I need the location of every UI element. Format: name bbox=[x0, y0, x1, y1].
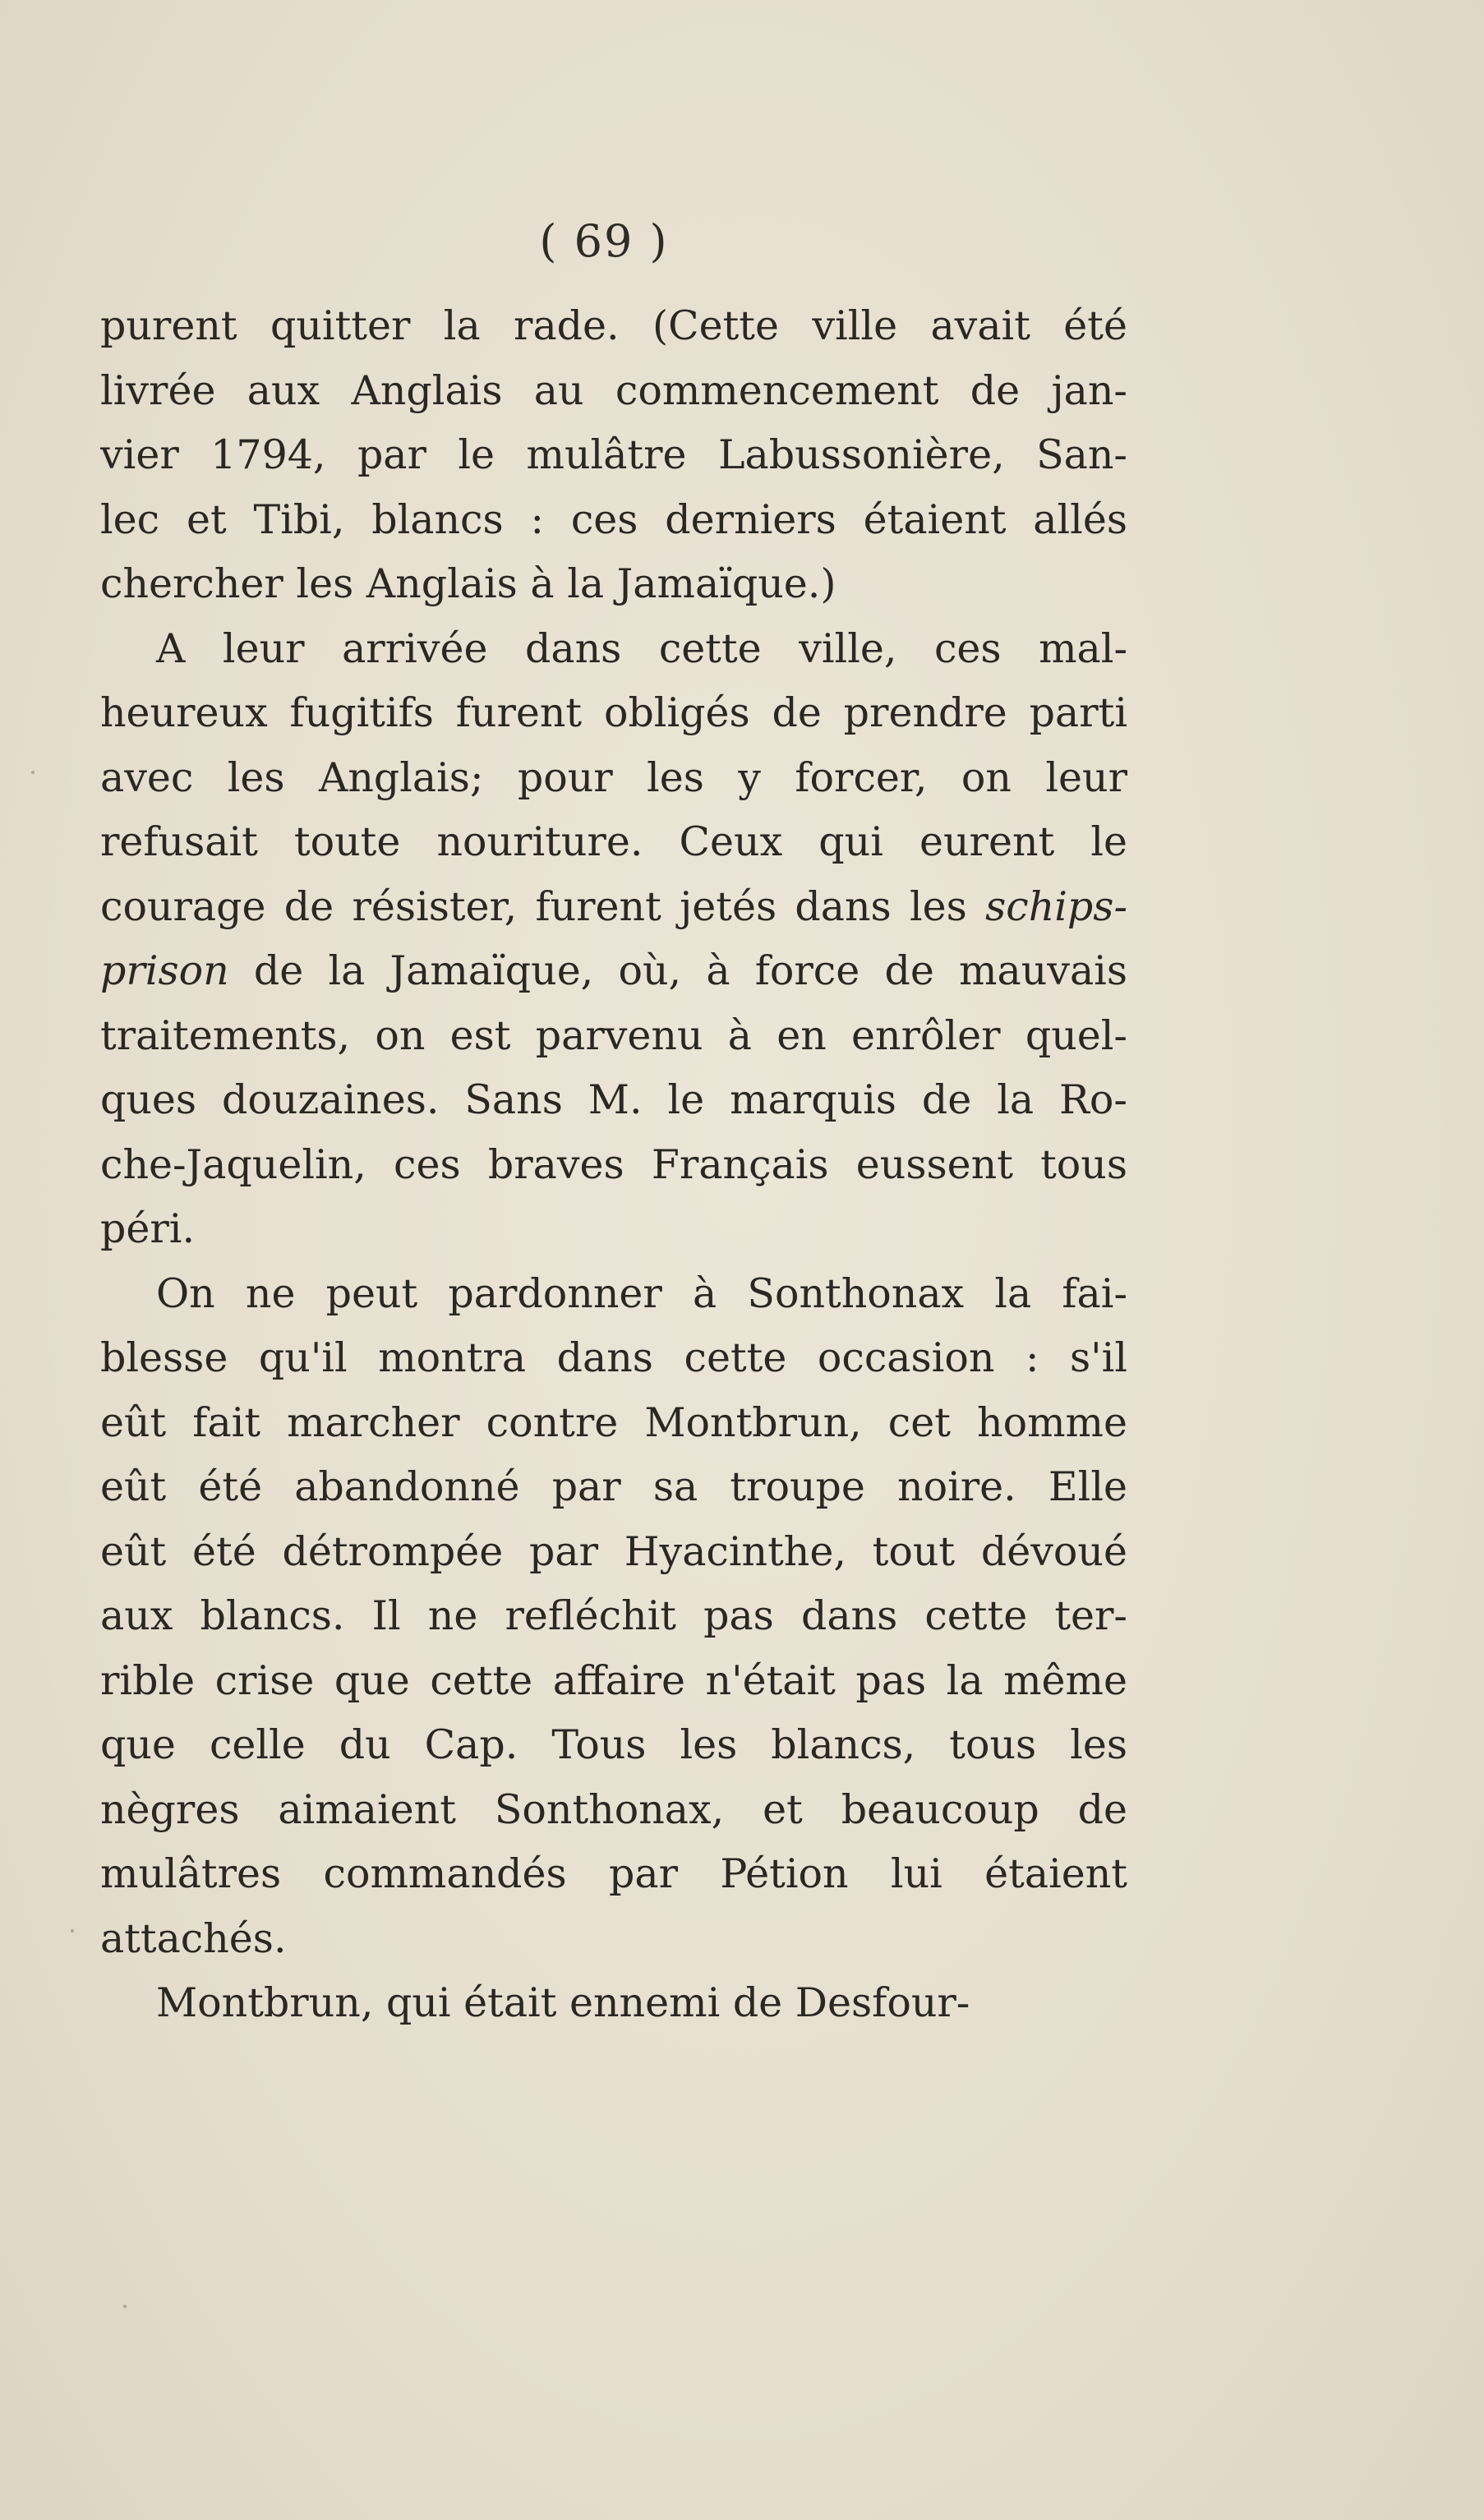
text-line-4: lec et Tibi, blancs : ces derniers étaient allés bbox=[100, 495, 1127, 543]
text-line-12: traitements, on est parvenu à en enrôler quel- bbox=[100, 1011, 1127, 1059]
page-number: ( 69 ) bbox=[539, 215, 669, 267]
text-line-11-italic: prison bbox=[100, 947, 229, 994]
paper-speck bbox=[123, 2305, 127, 2308]
text-line-24: nègres aimaient Sonthonax, et beaucoup de bbox=[100, 1785, 1127, 1833]
text-line-3: vier 1794, par le mulâtre Labussonière, San- bbox=[100, 431, 1127, 478]
text-line-14: che-Jaquelin, ces braves Français eussent tous bbox=[100, 1140, 1127, 1188]
text-line-21: aux blancs. Il ne refléchit pas dans cette ter- bbox=[100, 1592, 1127, 1639]
text-line-16: On ne peut pardonner à Sonthonax la fai- bbox=[156, 1269, 1127, 1317]
text-line-20: eût été détrompée par Hyacinthe, tout dévoué bbox=[100, 1527, 1127, 1575]
text-line-9: refusait toute nouriture. Ceux qui eurent le bbox=[100, 818, 1127, 865]
body-text bbox=[100, 294, 1127, 2036]
text-line-19: eût été abandonné par sa troupe noire. Elle bbox=[100, 1463, 1127, 1510]
paper-speck bbox=[31, 771, 35, 774]
text-line-17: blesse qu'il montra dans cette occasion : s'il bbox=[100, 1334, 1127, 1381]
text-line-10 bbox=[100, 875, 1127, 940]
text-line-11 bbox=[100, 939, 1127, 1004]
paper-speck bbox=[71, 1929, 74, 1933]
text-line-1: purent quitter la rade. (Cette ville avait été bbox=[100, 302, 1127, 349]
text-line-7: heureux fugitifs furent obligés de prendre parti bbox=[100, 689, 1127, 736]
text-line-23: que celle du Cap. Tous les blancs, tous les bbox=[100, 1721, 1127, 1768]
text-line-2: livrée aux Anglais au commencement de jan- bbox=[100, 366, 1127, 414]
text-line-26: attachés. bbox=[100, 1914, 287, 1962]
text-line-25: mulâtres commandés par Pétion lui étaient bbox=[100, 1850, 1127, 1897]
text-line-10-roman: courage de résister, furent jetés dans les bbox=[100, 882, 986, 930]
text-line-15: péri. bbox=[100, 1205, 196, 1252]
text-line-27: Montbrun, qui était ennemi de Desfour- bbox=[156, 1979, 970, 2026]
text-line-11-roman: de la Jamaïque, où, à force de mauvais bbox=[228, 947, 1127, 994]
text-line-10-italic: schips- bbox=[985, 882, 1127, 930]
text-line-22: rible crise que cette affaire n'était pas la même bbox=[100, 1656, 1127, 1704]
text-line-18: eût fait marcher contre Montbrun, cet homme bbox=[100, 1398, 1127, 1446]
text-line-8: avec les Anglais; pour les y forcer, on leur bbox=[100, 753, 1127, 801]
text-line-6: A leur arrivée dans cette ville, ces mal- bbox=[156, 624, 1127, 672]
text-line-13: ques douzaines. Sans M. le marquis de la Ro- bbox=[100, 1076, 1127, 1123]
text-line-5: chercher les Anglais à la Jamaïque.) bbox=[100, 560, 836, 607]
